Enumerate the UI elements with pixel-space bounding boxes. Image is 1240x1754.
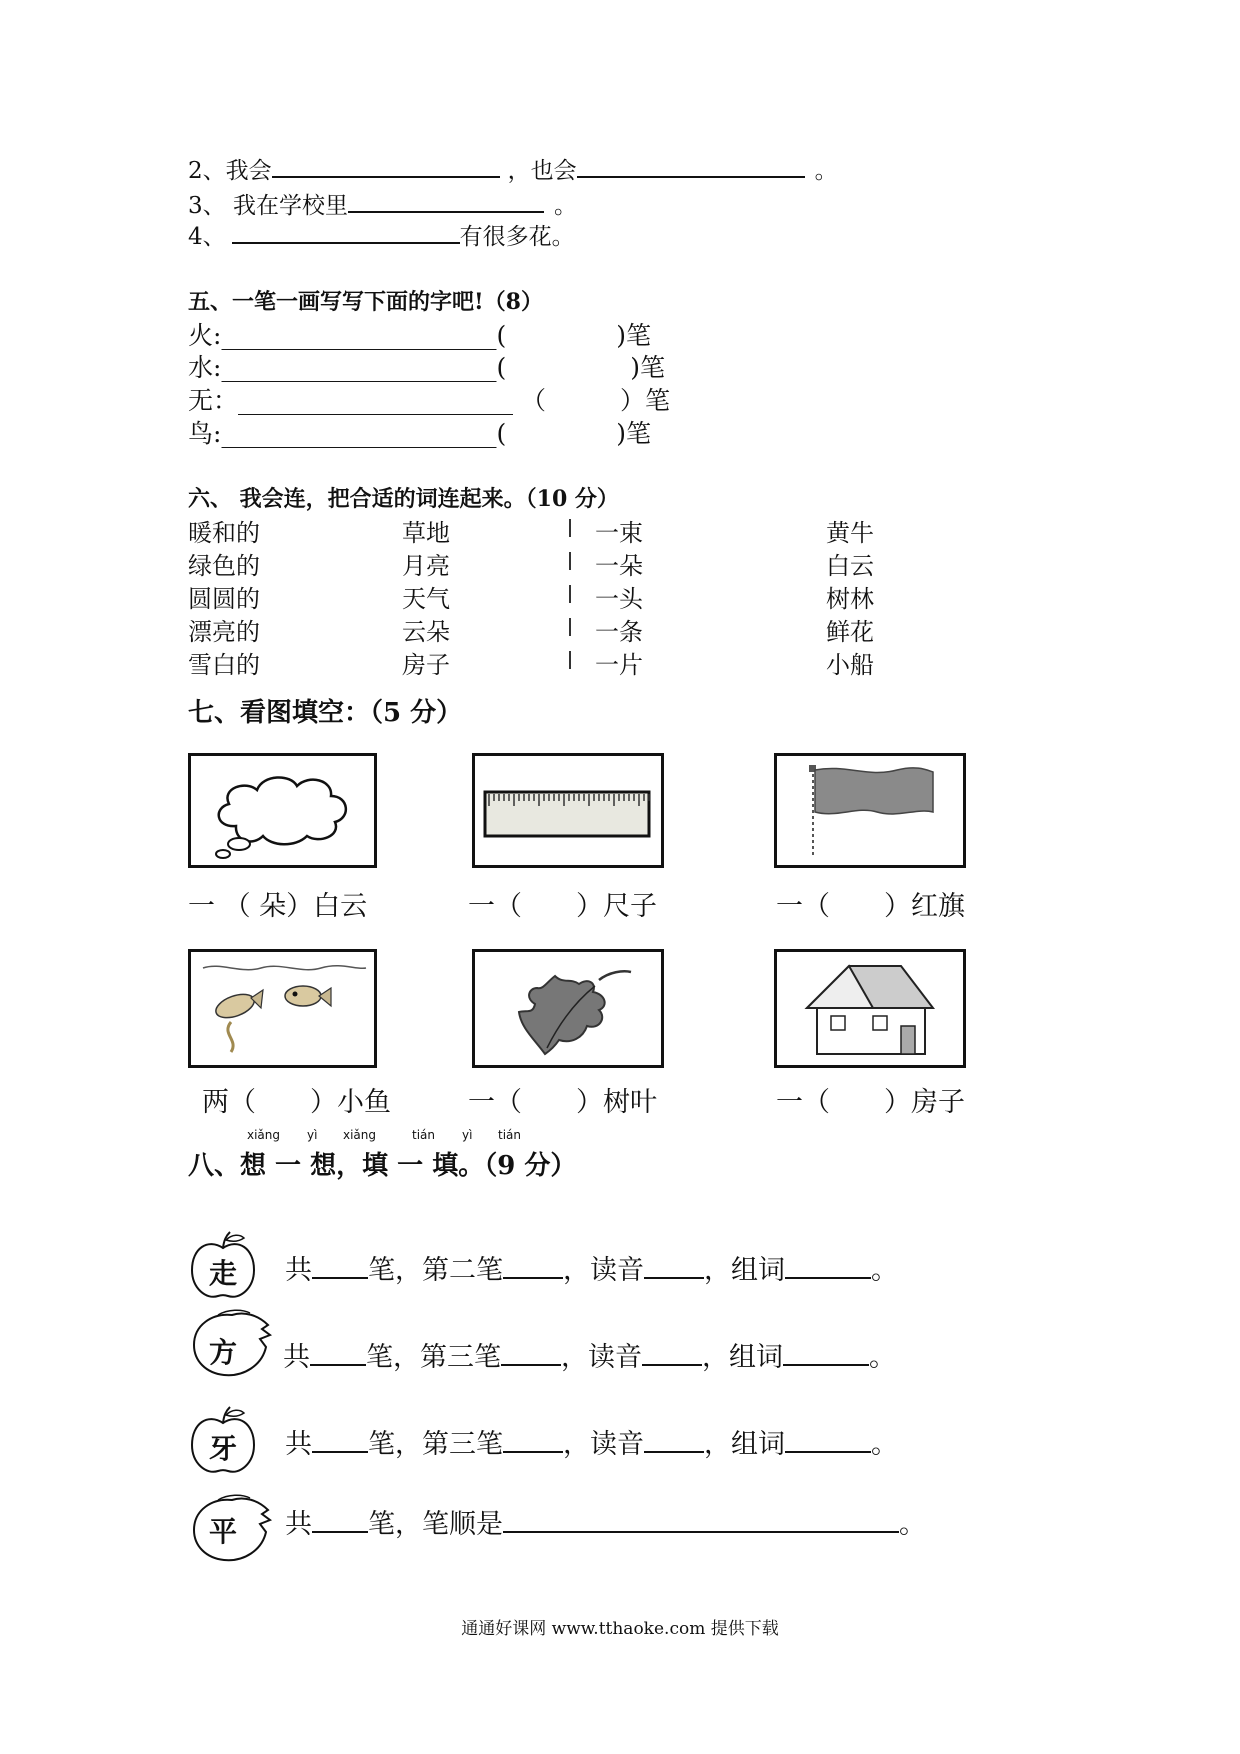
- match-word[interactable]: 一朵: [595, 552, 643, 580]
- exercise-line: [285, 1248, 898, 1287]
- cloud-icon: [191, 756, 374, 865]
- exercise-text: 笔，笔顺是: [368, 1509, 503, 1540]
- exercise-text: ，读音: [563, 1255, 644, 1286]
- stroke-row[interactable]: [188, 316, 651, 352]
- answer-blank[interactable]: [503, 1507, 899, 1533]
- picture-caption: 一（ ）房子: [776, 1087, 965, 1118]
- stroke-char: 火:: [188, 321, 222, 350]
- section-5-heading: 五、一笔一画写写下面的字吧!（8）: [188, 289, 543, 315]
- match-word[interactable]: 云朵: [402, 618, 450, 646]
- answer-blank[interactable]: [503, 1253, 563, 1279]
- exercise-text: 。: [871, 1255, 898, 1286]
- exercise-text: ，读音: [563, 1429, 644, 1460]
- flag-icon: [777, 756, 963, 865]
- picture-caption: 一（ ）尺子: [468, 891, 657, 922]
- picture-frame: [472, 949, 664, 1068]
- answer-blank[interactable]: [272, 154, 500, 178]
- match-word[interactable]: 月亮: [402, 552, 450, 580]
- paren-open: （: [521, 386, 547, 415]
- match-word[interactable]: 圆圆的: [188, 585, 260, 613]
- stroke-char: 水:: [188, 353, 222, 382]
- answer-blank[interactable]: [785, 1253, 871, 1279]
- match-word[interactable]: 一头: [595, 585, 643, 613]
- match-word[interactable]: 一束: [595, 519, 643, 547]
- answer-blank[interactable]: [232, 220, 460, 244]
- fill-text: 2、我会: [188, 158, 272, 184]
- exercise-line: [283, 1335, 896, 1374]
- column-divider: [569, 585, 571, 603]
- match-word[interactable]: 小船: [826, 651, 874, 679]
- answer-blank[interactable]: [577, 154, 805, 178]
- answer-blank[interactable]: [785, 1427, 871, 1453]
- match-word[interactable]: 房子: [402, 651, 450, 679]
- stroke-blank: ______________________: [238, 386, 514, 415]
- picture-frame: [472, 753, 664, 868]
- answer-blank[interactable]: [312, 1253, 368, 1279]
- match-word[interactable]: 白云: [826, 552, 874, 580]
- house-icon: [777, 952, 963, 1065]
- paren-close: )笔: [616, 419, 651, 448]
- answer-blank[interactable]: [348, 189, 544, 213]
- match-word[interactable]: 草地: [402, 519, 450, 547]
- character-badge: [188, 1490, 274, 1564]
- picture-caption: 两（ ）小鱼: [202, 1087, 391, 1118]
- picture-frame: [188, 753, 377, 868]
- paren-open: (: [496, 321, 507, 350]
- fill-text: 3、 我在学校里: [188, 193, 348, 219]
- paren-open: (: [496, 353, 507, 382]
- picture-caption: 一（ ）树叶: [468, 1087, 657, 1118]
- badge-char: 方: [208, 1336, 237, 1369]
- match-word[interactable]: 雪白的: [188, 651, 260, 679]
- picture-frame: [774, 949, 966, 1068]
- answer-blank[interactable]: [642, 1340, 702, 1366]
- exercise-text: 共: [285, 1255, 312, 1286]
- answer-blank[interactable]: [501, 1340, 561, 1366]
- exercise-text: ，组词: [702, 1342, 783, 1373]
- match-word[interactable]: 暖和的: [188, 519, 260, 547]
- answer-blank[interactable]: [644, 1427, 704, 1453]
- stroke-row[interactable]: [188, 381, 670, 417]
- character-badge: [188, 1305, 274, 1379]
- exercise-line: [285, 1422, 898, 1461]
- stroke-char: 鸟:: [188, 419, 222, 448]
- exercise-text: 。: [871, 1429, 898, 1460]
- exercise-text: 共: [285, 1509, 312, 1540]
- section-6-heading: 六、 我会连，把合适的词连起来。（10 分）: [188, 486, 619, 512]
- exercise-text: 共: [285, 1429, 312, 1460]
- paren-close: )笔: [616, 321, 651, 350]
- picture-frame: [774, 753, 966, 868]
- match-word[interactable]: 树林: [826, 585, 874, 613]
- badge-char: 平: [208, 1515, 237, 1548]
- stroke-blank: ______________________: [221, 321, 497, 350]
- pinyin-label: yì: [307, 1128, 318, 1142]
- exercise-text: 笔，第三笔: [366, 1342, 501, 1373]
- badge-char: 牙: [208, 1432, 237, 1465]
- match-word[interactable]: 漂亮的: [188, 618, 260, 646]
- exercise-line: [285, 1502, 926, 1541]
- fish-icon: [191, 952, 374, 1065]
- pinyin-label: tián: [498, 1128, 521, 1142]
- stroke-row[interactable]: [188, 348, 665, 384]
- leaf-icon: [475, 952, 661, 1065]
- answer-blank[interactable]: [312, 1507, 368, 1533]
- answer-blank[interactable]: [783, 1340, 869, 1366]
- match-word[interactable]: 一片: [595, 651, 643, 679]
- exercise-text: ，读音: [561, 1342, 642, 1373]
- page-footer: 通通好课网 www.tthaoke.com 提供下载: [461, 1619, 779, 1639]
- stroke-row[interactable]: [188, 414, 651, 450]
- pinyin-label: tián: [412, 1128, 435, 1142]
- column-divider: [569, 552, 571, 570]
- badge-char: 走: [208, 1257, 237, 1290]
- pinyin-label: xiǎng: [247, 1128, 281, 1142]
- picture-caption: 一 （ 朵）白云: [188, 891, 368, 922]
- fill-line-3: [188, 187, 577, 220]
- paren-close: )笔: [630, 353, 665, 382]
- answer-blank[interactable]: [644, 1253, 704, 1279]
- fill-text: ，也会: [507, 158, 577, 184]
- paren-open: (: [496, 419, 507, 448]
- answer-blank[interactable]: [503, 1427, 563, 1453]
- fill-line-4: [188, 218, 575, 251]
- picture-frame: [188, 949, 377, 1068]
- fill-text: 。: [814, 158, 838, 184]
- exercise-text: 。: [899, 1509, 926, 1540]
- stroke-blank: ______________________: [221, 419, 497, 448]
- fill-line-2: [188, 152, 838, 185]
- exercise-text: 。: [869, 1342, 896, 1373]
- answer-blank[interactable]: [310, 1340, 366, 1366]
- exercise-text: 共: [283, 1342, 310, 1373]
- character-badge: [188, 1405, 258, 1477]
- exercise-text: 笔，第三笔: [368, 1429, 503, 1460]
- section-7-heading: 七、看图填空：（5 分）: [188, 698, 463, 728]
- exercise-text: ，组词: [704, 1429, 785, 1460]
- fill-text: 有很多花。: [459, 224, 575, 250]
- match-word[interactable]: 绿色的: [188, 552, 260, 580]
- ruler-icon: [475, 756, 661, 865]
- stroke-blank: ______________________: [221, 353, 497, 382]
- exercise-text: 笔，第二笔: [368, 1255, 503, 1286]
- pinyin-label: yì: [462, 1128, 473, 1142]
- match-word[interactable]: 一条: [595, 618, 643, 646]
- pinyin-label: xiǎng: [343, 1128, 377, 1142]
- stroke-char: 无：: [188, 386, 239, 415]
- column-divider: [569, 618, 571, 636]
- column-divider: [569, 519, 571, 537]
- match-word[interactable]: 天气: [402, 585, 450, 613]
- paren-close: ）笔: [620, 386, 671, 415]
- match-word[interactable]: 鲜花: [826, 618, 874, 646]
- fill-text: 。: [553, 193, 577, 219]
- column-divider: [569, 651, 571, 669]
- exercise-text: ，组词: [704, 1255, 785, 1286]
- answer-blank[interactable]: [312, 1427, 368, 1453]
- match-word[interactable]: 黄牛: [826, 519, 874, 547]
- character-badge: [188, 1230, 258, 1302]
- fill-text: 4、: [188, 224, 226, 250]
- picture-caption: 一（ ）红旗: [776, 891, 965, 922]
- section-8-heading: 八、想 一 想，填 一 填。（9 分）: [188, 1151, 577, 1181]
